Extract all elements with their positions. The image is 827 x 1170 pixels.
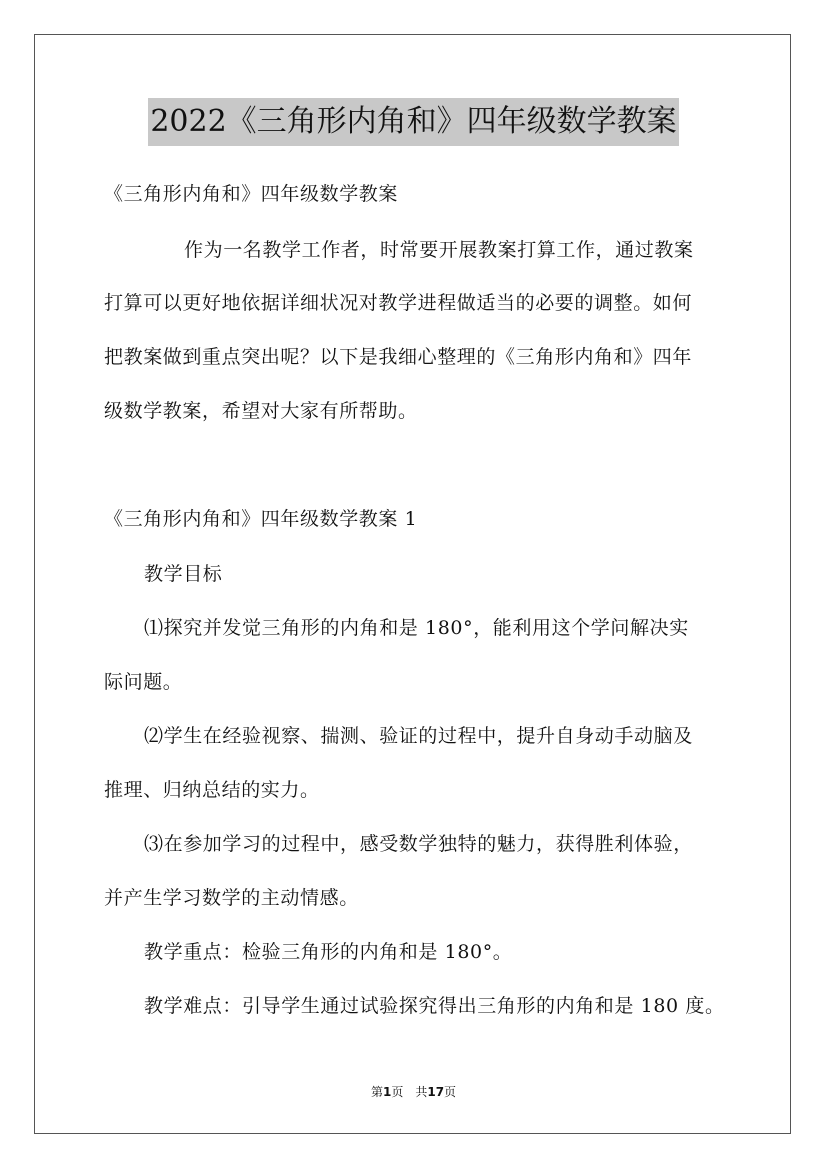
intro-line-1: 作为一名教学工作者，时常要开展教案打算工作，通过教案: [184, 239, 694, 261]
title-container: [0, 98, 827, 146]
intro-line-4: 级数学教案，希望对大家有所帮助。: [104, 400, 418, 422]
footer-total-prefix: 共: [415, 1085, 428, 1099]
footer-total-suffix: 页: [444, 1085, 457, 1099]
document-subtitle: 《三角形内角和》四年级数学教案: [104, 183, 399, 205]
document-title: 2022《三角形内角和》四年级数学教案: [148, 98, 678, 146]
footer-total-pages: 17: [427, 1085, 445, 1099]
objective-3-line-2: 并产生学习数学的主动情感。: [104, 887, 359, 909]
objective-1-line-2: 际问题。: [104, 671, 183, 693]
footer-page-prefix: 第: [370, 1085, 383, 1099]
section-heading: 《三角形内角和》四年级数学教案 1: [104, 508, 418, 530]
intro-line-2: 打算可以更好地依据详细状况对教学进程做适当的必要的调整。如何: [104, 292, 693, 314]
key-point: 教学重点：检验三角形的内角和是 180°。: [144, 941, 513, 963]
footer-page-suffix: 页: [391, 1085, 404, 1099]
objective-1-line-1: ⑴探究并发觉三角形的内角和是 180°，能利用这个学问解决实: [144, 617, 689, 639]
objective-2-line-2: 推理、归纳总结的实力。: [104, 779, 320, 801]
difficult-point: 教学难点：引导学生通过试验探究得出三角形的内角和是 180 度。: [144, 995, 725, 1017]
intro-line-3: 把教案做到重点突出呢？以下是我细心整理的《三角形内角和》四年: [104, 346, 693, 368]
page-footer: [0, 1084, 827, 1100]
objective-2-line-1: ⑵学生在经验视察、揣测、验证的过程中，提升自身动手动脑及: [144, 725, 693, 747]
objectives-heading: 教学目标: [144, 563, 223, 585]
footer-page-number: 1: [382, 1085, 392, 1099]
objective-3-line-1: ⑶在参加学习的过程中，感受数学独特的魅力，获得胜利体验，: [144, 833, 693, 855]
